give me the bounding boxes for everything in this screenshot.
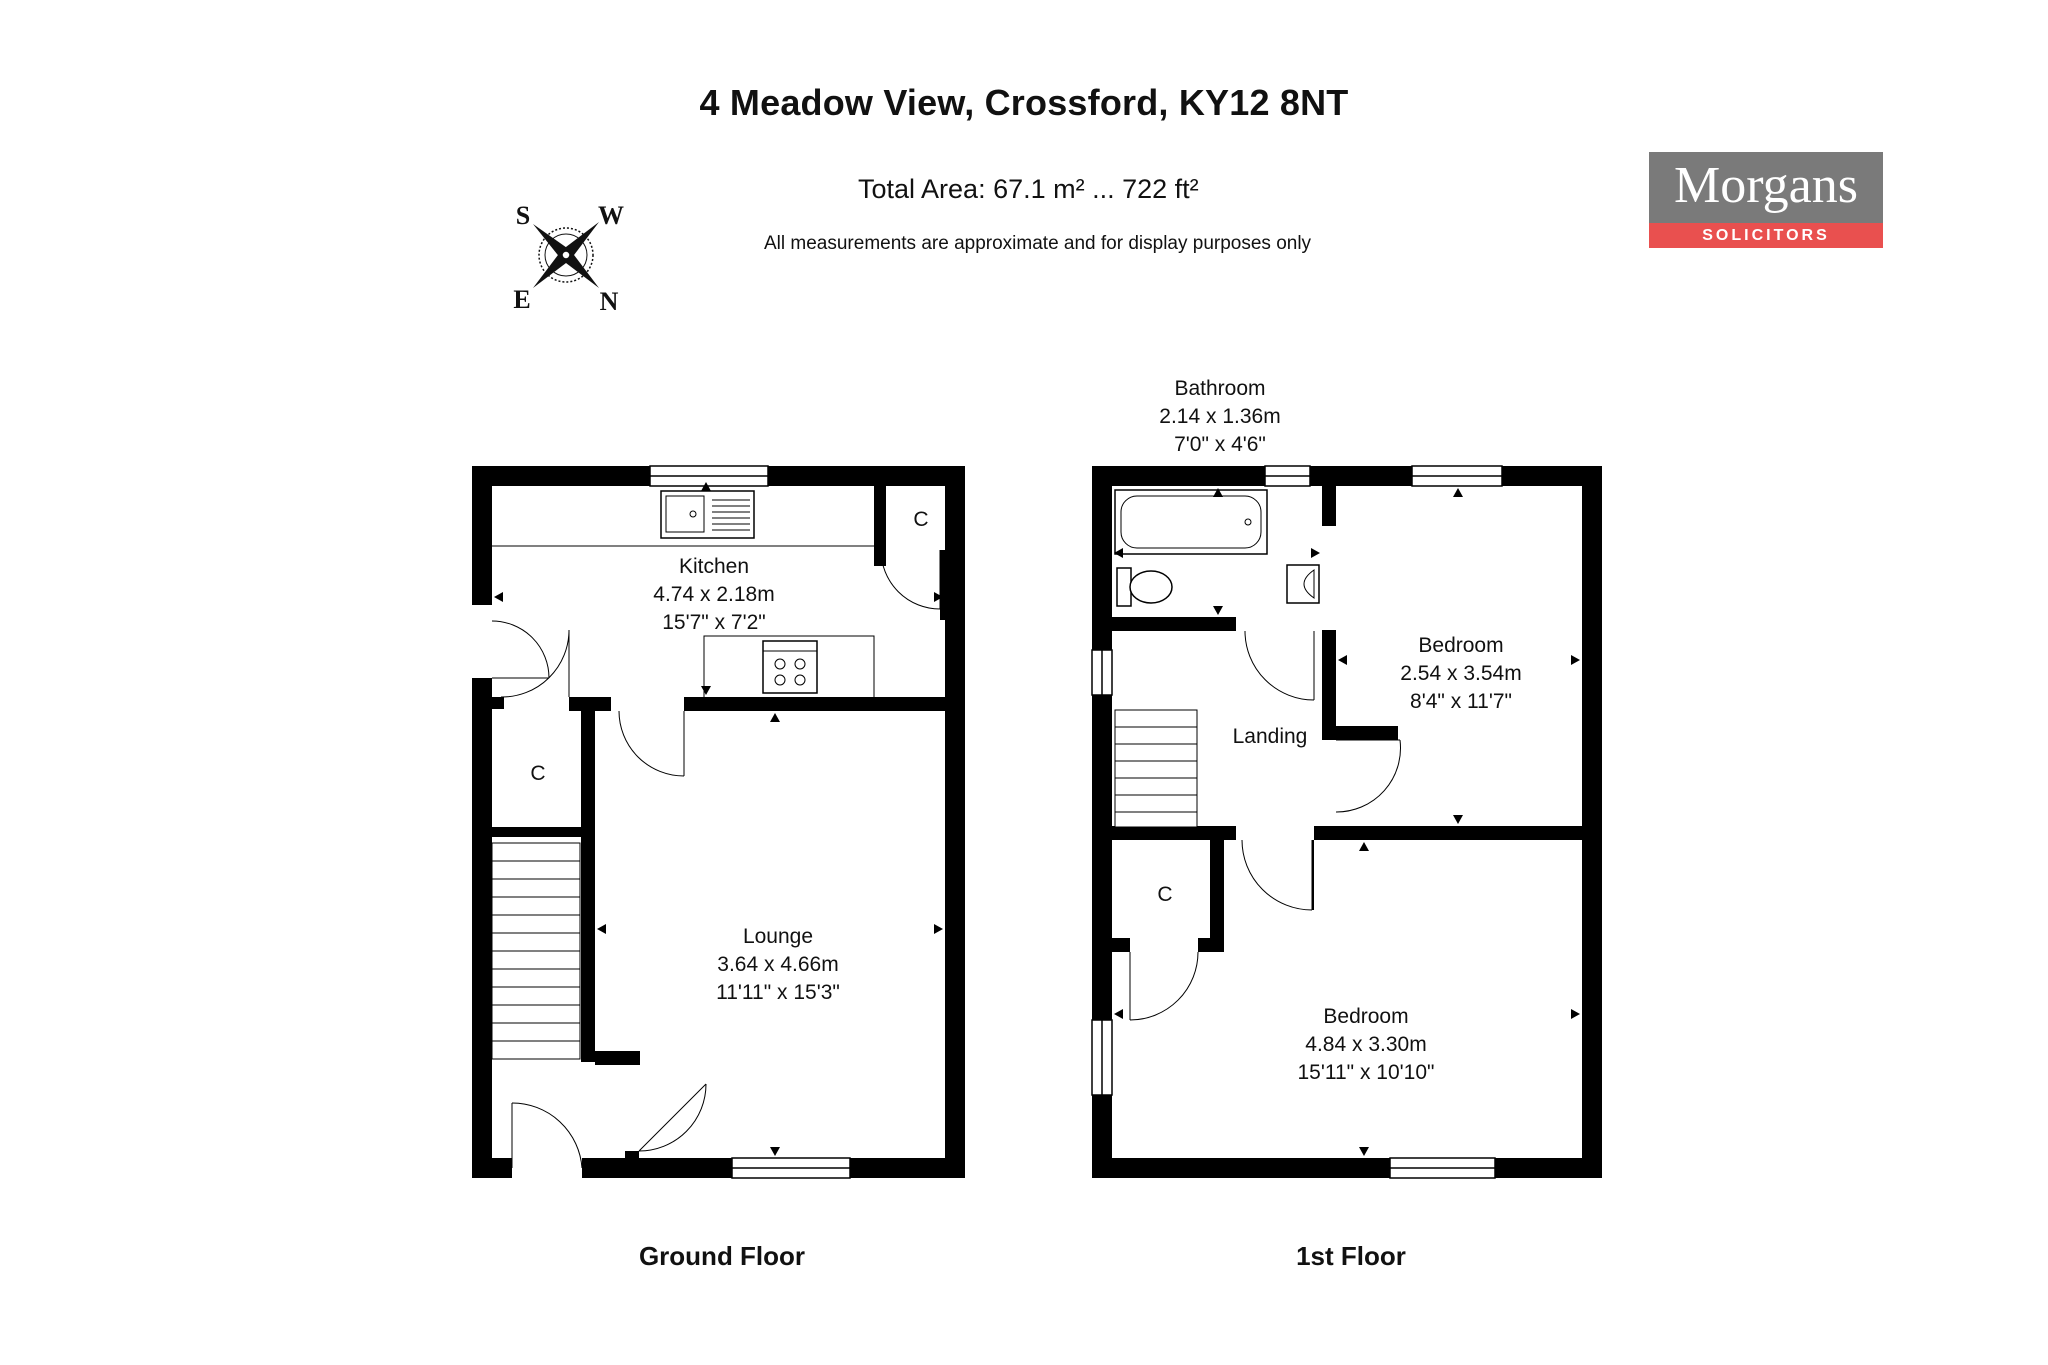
kitchen-metric: 4.74 x 2.18m bbox=[653, 583, 775, 606]
logo-tagline: SOLICITORS bbox=[1649, 223, 1883, 248]
bedroom-1-metric: 2.54 x 3.54m bbox=[1400, 662, 1522, 685]
ground-floor-label: Ground Floor bbox=[638, 1241, 806, 1271]
kitchen-imperial: 15'7" x 7'2" bbox=[662, 611, 766, 634]
logo-name: Morgans bbox=[1649, 152, 1883, 223]
lounge-name: Lounge bbox=[742, 925, 814, 948]
bathroom-name: Bathroom bbox=[1174, 377, 1266, 400]
bathroom-metric: 2.14 x 1.36m bbox=[1159, 405, 1281, 428]
lounge-label bbox=[716, 925, 840, 1004]
bedroom-1-name: Bedroom bbox=[1418, 634, 1504, 657]
landing-label: Landing bbox=[1232, 725, 1308, 748]
bedroom-2-label bbox=[1298, 1005, 1435, 1084]
page-title: 4 Meadow View, Crossford, KY12 8NT bbox=[699, 82, 1349, 123]
bedroom-1-label bbox=[1400, 634, 1521, 713]
compass-letter-w: W bbox=[598, 201, 624, 230]
bedroom-2-name: Bedroom bbox=[1323, 1005, 1409, 1028]
bedroom-2-imperial: 15'11" x 10'10" bbox=[1297, 1061, 1435, 1084]
lounge-metric: 3.64 x 4.66m bbox=[717, 953, 839, 976]
compass-letter-n: N bbox=[599, 287, 619, 314]
compass-letter-s: S bbox=[515, 201, 531, 230]
lounge-imperial: 11'11" x 15'3" bbox=[716, 981, 840, 1004]
compass-letter-e: E bbox=[513, 285, 531, 314]
total-area: Total Area: 67.1 m² ... 722 ft² bbox=[858, 174, 1199, 204]
kitchen-cupboard-label: C bbox=[913, 508, 929, 531]
kitchen-label bbox=[653, 555, 774, 634]
first-floor-label: 1st Floor bbox=[1296, 1241, 1406, 1271]
bedroom-1-imperial: 8'4" x 11'7" bbox=[1410, 690, 1512, 713]
bedroom-2-metric: 4.84 x 3.30m bbox=[1305, 1033, 1427, 1056]
kitchen-name: Kitchen bbox=[678, 555, 750, 578]
bathroom-imperial: 7'0" x 4'6" bbox=[1174, 433, 1266, 456]
first-floor-cupboard-label: C bbox=[1157, 883, 1173, 906]
disclaimer: All measurements are approximate and for display purposes only bbox=[764, 233, 1312, 254]
bathroom-label bbox=[1159, 377, 1280, 456]
hall-cupboard-label: C bbox=[530, 762, 546, 785]
